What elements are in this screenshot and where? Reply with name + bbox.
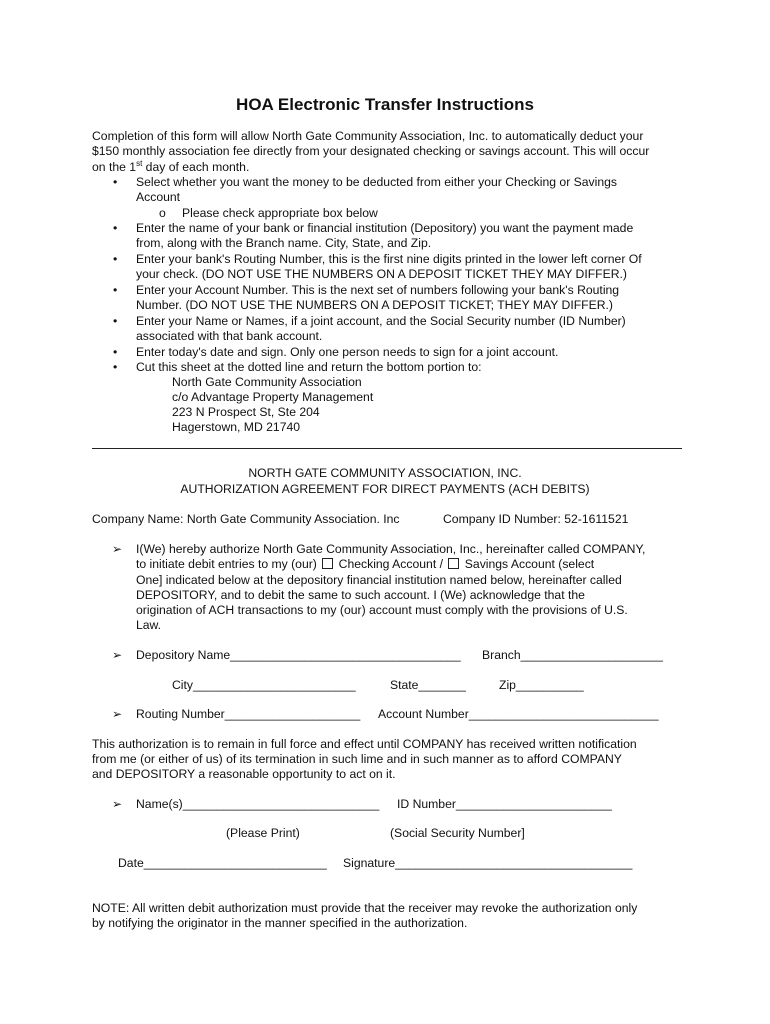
city-field[interactable]: City________________________ (172, 678, 356, 692)
bullet-icon: • (113, 360, 118, 374)
please-print-note: (Please Print) (226, 826, 300, 840)
auth-line-2: to initiate debit entries to my (our) Checking Account / Savings Account (select (136, 557, 595, 571)
bullet-icon: • (113, 345, 118, 359)
auth-line-3: One] indicated below at the depository financial institution named below, hereinafter called (136, 573, 622, 587)
routing-number-field[interactable]: Routing Number____________________ (136, 707, 361, 721)
ssn-note: (Social Security Number] (390, 826, 525, 840)
instruction-4: Enter your Account Number. This is the next set of numbers following your bank's Routing Number. (DO NOT USE THE NUMBERS ON A DEPOSIT TICKET; THEY MAY DIFFER.) (136, 283, 620, 312)
address-line-4: Hagerstown, MD 21740 (172, 420, 301, 434)
note-line-1: NOTE: All written debit authorization must provide that the receiver may revoke the authorization only (92, 901, 638, 915)
arrow-bullet-icon: ➢ (112, 707, 123, 721)
arrow-bullet-icon: ➢ (112, 797, 123, 811)
bullet-icon: • (113, 252, 118, 266)
state-field[interactable]: State_______ (390, 678, 466, 692)
arrow-bullet-icon: ➢ (112, 542, 123, 556)
savings-account-checkbox[interactable] (448, 558, 459, 569)
company-name: Company Name: North Gate Community Association. Inc (92, 512, 400, 526)
date-field[interactable]: Date___________________________ (118, 856, 327, 870)
signature-field[interactable]: Signature___________________________________ (343, 856, 633, 870)
duration-line-2: from me (or either of us) of its termination in such lime and in such manner as to afford COMPANY (92, 752, 622, 766)
savings-account-label: Savings Account (select (464, 557, 595, 571)
checking-account-label: Checking Account / (338, 557, 443, 571)
branch-field[interactable]: Branch_____________________ (482, 648, 663, 662)
intro-line-2: $150 monthly association fee directly from your designated checking or savings account. This will occur (92, 144, 650, 158)
bullet-icon: • (113, 221, 118, 235)
auth-line-6: Law. (136, 618, 162, 632)
form-heading-2: AUTHORIZATION AGREEMENT FOR DIRECT PAYMENTS (ACH DEBITS) (180, 482, 590, 496)
address-line-3: 223 N Prospect St, Ste 204 (172, 405, 320, 419)
instruction-5: Enter your Name or Names, if a joint account, and the Social Security number (ID Number) associated with that bank account. (136, 314, 626, 343)
form-heading-1: NORTH GATE COMMUNITY ASSOCIATION, INC. (248, 466, 522, 480)
instruction-3: Enter your bank's Routing Number, this is the first nine digits printed in the lower left corner Of your check. (DO NOT USE THE NUMBERS ON A DEPOSIT TICKET THEY MAY DIFFER.) (136, 252, 642, 281)
zip-field[interactable]: Zip__________ (499, 678, 584, 692)
account-number-field[interactable]: Account Number____________________________ (378, 707, 659, 721)
cut-line-divider (92, 448, 682, 449)
names-field[interactable]: Name(s)_____________________________ (136, 797, 380, 811)
auth-line-5: origination of ACH transactions to my (our) account must comply with the provisions of U.S. (136, 603, 628, 617)
bullet-icon: • (113, 314, 118, 328)
depository-name-field[interactable]: Depository Name__________________________________ (136, 648, 461, 662)
instruction-sub: Please check appropriate box below (182, 206, 378, 220)
checking-account-checkbox[interactable] (322, 558, 333, 569)
auth-line-1: I(We) hereby authorize North Gate Community Association, Inc., hereinafter called COMPANY, (136, 542, 646, 556)
note-line-2: by notifying the originator in the manner specified in the authorization. (92, 916, 468, 930)
page-title: HOA Electronic Transfer Instructions (236, 95, 534, 114)
address-line-1: North Gate Community Association (172, 375, 362, 389)
bullet-icon: • (113, 175, 118, 189)
bullet-icon: • (113, 283, 118, 297)
instruction-2: Enter the name of your bank or financial institution (Depository) you want the payment made from, along with the Branch name. City, State, and Zip. (136, 221, 634, 250)
instruction-1: Select whether you want the money to be deducted from either your Checking or Savings Account (136, 175, 617, 204)
auth-line-4: DEPOSITORY, and to debit the same to such account. I (We) acknowledge that the (136, 588, 585, 602)
instruction-7: Cut this sheet at the dotted line and return the bottom portion to: (136, 360, 482, 374)
intro-line-3: on the 1st day of each month. (92, 159, 250, 174)
intro-line-1: Completion of this form will allow North Gate Community Association, Inc. to automatically deduct your (92, 129, 644, 143)
address-line-2: c/o Advantage Property Management (172, 390, 374, 404)
duration-line-3: and DEPOSITORY a reasonable opportunity to act on it. (92, 767, 396, 781)
company-id: Company ID Number: 52-1611521 (443, 512, 629, 526)
id-number-field[interactable]: ID Number_______________________ (397, 797, 612, 811)
sub-bullet-icon: o (159, 206, 166, 220)
instruction-6: Enter today's date and sign. Only one person needs to sign for a joint account. (136, 345, 559, 359)
duration-line-1: This authorization is to remain in full force and effect until COMPANY has received written notification (92, 737, 637, 751)
arrow-bullet-icon: ➢ (112, 648, 123, 662)
